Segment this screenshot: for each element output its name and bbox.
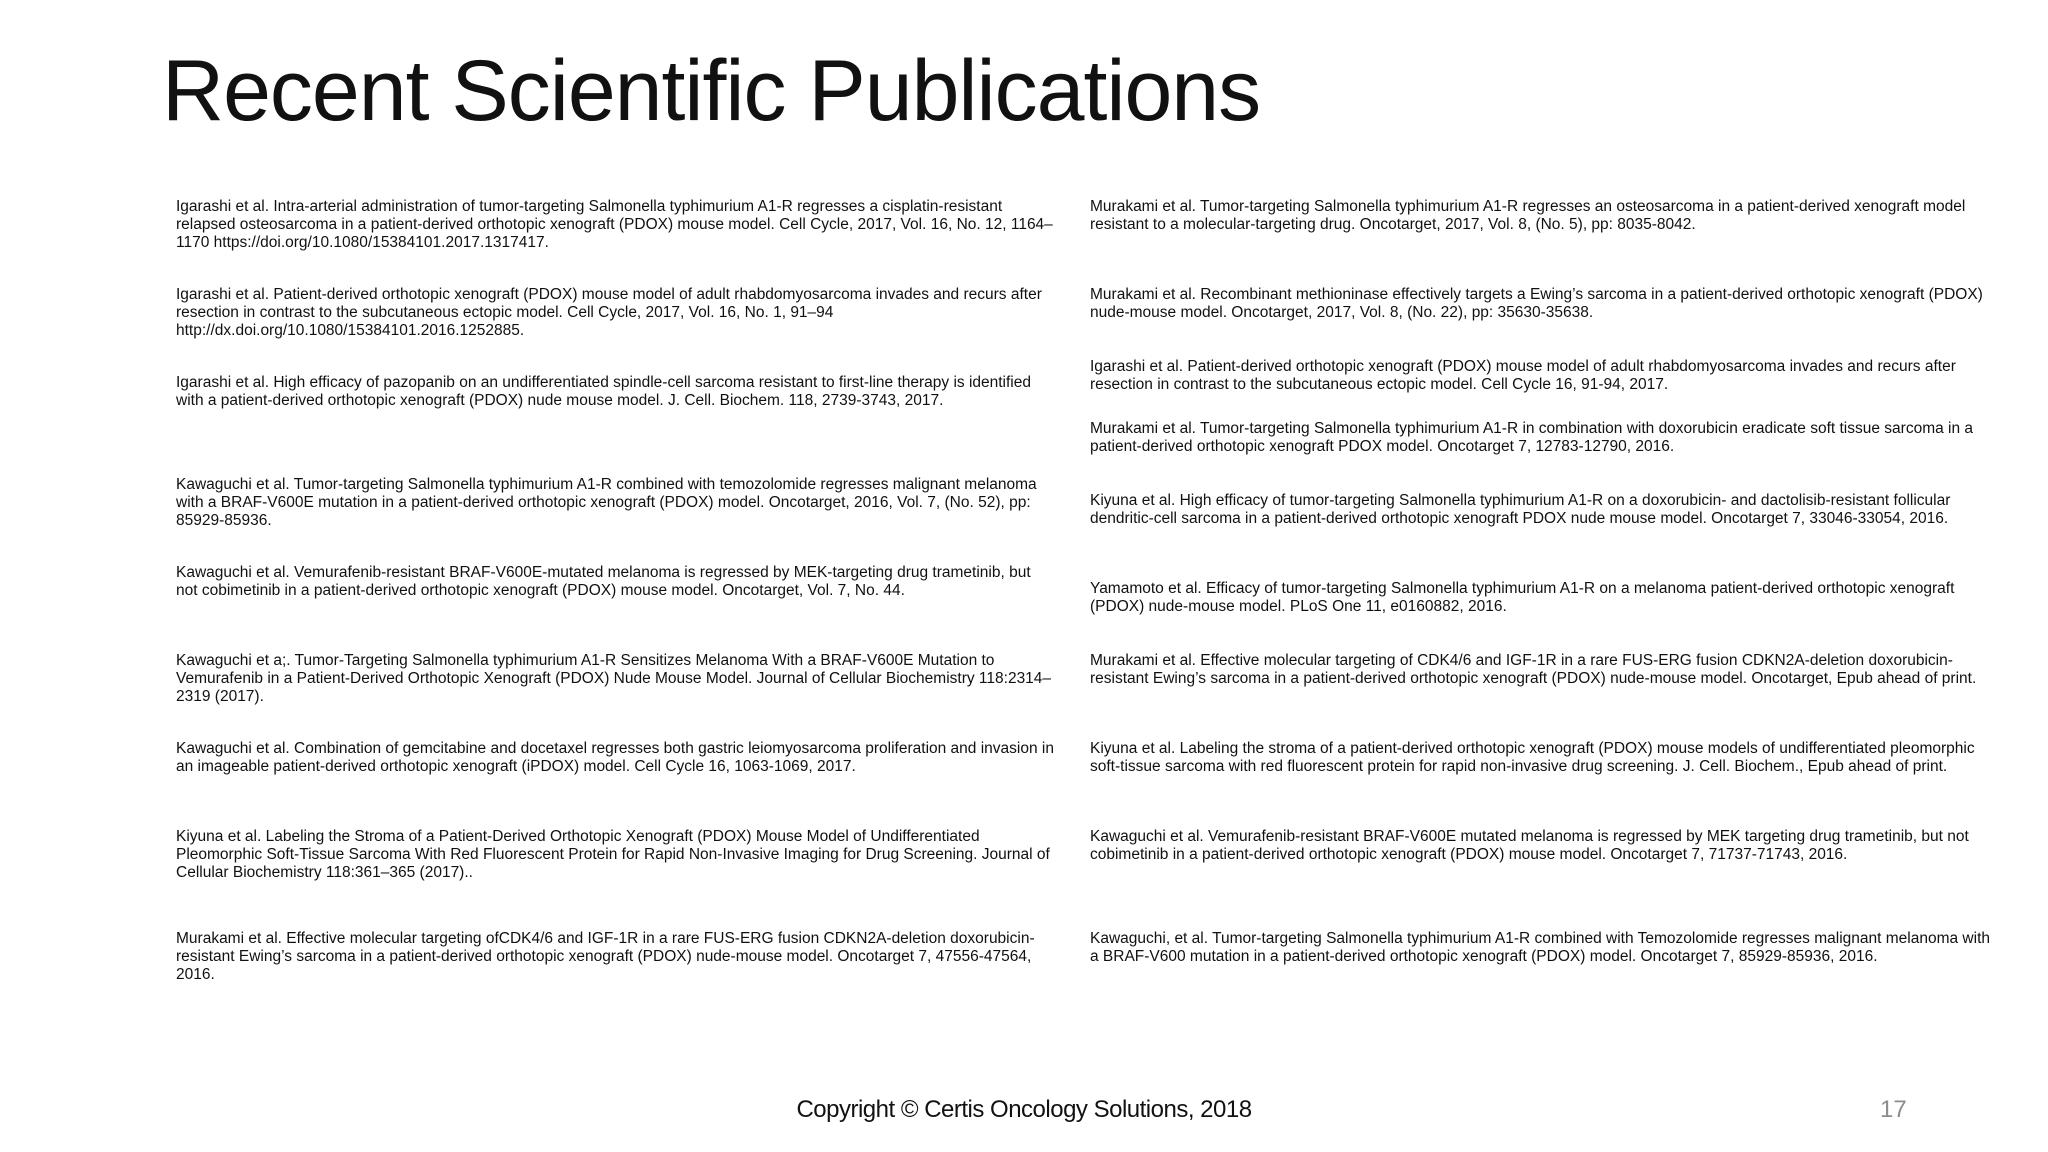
slide-title: Recent Scientific Publications [162,43,1261,139]
reference-item: Kiyuna et al. High efficacy of tumor-targeting Salmonella typhimurium A1-R on a doxorubicin- and dactolisib-resistant follicular dendritic-cell sarcoma in a patient-derived orthotopic xenograft PDOX nude mouse model. Oncotarget 7, 33046-33054, 2016. [1090,492,1951,527]
reference-item: Igarashi et al. High efficacy of pazopanib on an undifferentiated spindle-cell sarcoma resistant to first-line therapy is identified with a patient-derived orthotopic xenograft (PDOX) nude mouse model. J. Cell. Biochem. 118, 2739-3743, 2017. [176,374,1031,409]
reference-item: Yamamoto et al. Efficacy of tumor-targeting Salmonella typhimurium A1-R on a melanoma patient-derived orthotopic xenograft (PDOX) nude-mouse model. PLoS One 11, e0160882, 2016. [1090,580,1955,615]
reference-item: Murakami et al. Effective molecular targeting of CDK4/6 and IGF-1R in a rare FUS-ERG fusion CDKN2A-deletion doxorubicin-resistant Ewing’s sarcoma in a patient-derived orthotopic xenograft (PDOX) nude-mouse model. Oncotarget, Epub ahead of print. [1090,652,1977,687]
reference-item: Kiyuna et al. Labeling the Stroma of a Patient-Derived Orthotopic Xenograft (PDOX) Mouse Model of Undifferentiated Pleomorphic Soft-Tissue Sarcoma With Red Fluorescent Protein for Rapid Non-Invasive Imaging for Drug Screening. Journal of Cellular Biochemistry 118:361–365 (2017).. [176,828,1050,881]
reference-item: Kawaguchi et al. Combination of gemcitabine and docetaxel regresses both gastric leiomyosarcoma proliferation and invasion in an imageable patient-derived orthotopic xenograft (iPDOX) model. Cell Cycle 16, 1063-1069, 2017. [176,740,1054,775]
page-number: 17 [1880,1096,1907,1123]
reference-item: Kawaguchi et al. Vemurafenib-resistant BRAF-V600E-mutated melanoma is regressed by MEK-targeting drug trametinib, but not cobimetinib in a patient-derived orthotopic xenograft (PDOX) mouse model. Oncotarget, Vol. 7, No. 44. [176,564,1031,599]
reference-item: Kawaguchi et a;. Tumor-Targeting Salmonella typhimurium A1-R Sensitizes Melanoma With a BRAF-V600E Mutation to Vemurafenib in a Patient-Derived Orthotopic Xenograft (PDOX) Nude Mouse Model. Journal of Cellular Biochemistry 118:2314–2319 (2017). [176,652,1052,705]
reference-item: Murakami et al. Effective molecular targeting ofCDK4/6 and IGF-1R in a rare FUS-ERG fusion CDKN2A-deletion doxorubicin-resistant Ewing’s sarcoma in a patient-derived orthotopic xenograft (PDOX) nude-mouse model. Oncotarget 7, 47556-47564, 2016. [176,930,1035,983]
reference-item: Kawaguchi, et al. Tumor-targeting Salmonella typhimurium A1-R combined with Temozolomide regresses malignant melanoma with a BRAF-V600 mutation in a patient-derived orthotopic xenograft (PDOX) model. Oncotarget 7, 85929-85936, 2016. [1090,930,1990,965]
reference-item: Kiyuna et al. Labeling the stroma of a patient-derived orthotopic xenograft (PDOX) mouse models of undifferentiated pleomorphic soft-tissue sarcoma with red fluorescent protein for rapid non-invasive drug screening. J. Cell. Biochem., Epub ahead of print. [1090,740,1975,775]
reference-item: Murakami et al. Tumor-targeting Salmonella typhimurium A1-R regresses an osteosarcoma in a patient-derived xenograft model resistant to a molecular-targeting drug. Oncotarget, 2017, Vol. 8, (No. 5), pp: 8035-8042. [1090,198,1966,233]
reference-item: Murakami et al. Tumor-targeting Salmonella typhimurium A1-R in combination with doxorubicin eradicate soft tissue sarcoma in a patient-derived orthotopic xenograft PDOX model. Oncotarget 7, 12783-12790, 2016. [1090,420,1974,455]
reference-item: Kawaguchi et al. Vemurafenib-resistant BRAF-V600E mutated melanoma is regressed by MEK targeting drug trametinib, but not cobimetinib in a patient-derived orthotopic xenograft (PDOX) mouse model. Oncotarget 7, 71737-71743, 2016. [1090,828,1969,863]
reference-item: Igarashi et al. Intra-arterial administration of tumor-targeting Salmonella typhimurium A1-R regresses a cisplatin-resistant relapsed osteosarcoma in a patient-derived orthotopic xenograft (PDOX) mouse model. Cell Cycle, 2017, Vol. 16, No. 12, 1164–1170 https://doi.org/10.1080/15384101.2017.1317417. [176,198,1053,251]
reference-item: Kawaguchi et al. Tumor-targeting Salmonella typhimurium A1-R combined with temozolomide regresses malignant melanoma with a BRAF-V600E mutation in a patient-derived orthotopic xenograft (PDOX) model. Oncotarget, 2016, Vol. 7, (No. 52), pp: 85929-85936. [176,476,1037,529]
reference-item: Igarashi et al. Patient-derived orthotopic xenograft (PDOX) mouse model of adult rhabdomyosarcoma invades and recurs after resection in contrast to the subcutaneous ectopic model. Cell Cycle, 2017, Vol. 16, No. 1, 91–94 http://dx.doi.org/10.1080/15384101.2016.1252885. [176,286,1042,339]
reference-item: Murakami et al. Recombinant methioninase effectively targets a Ewing’s sarcoma in a patient-derived orthotopic xenograft (PDOX) nude-mouse model. Oncotarget, 2017, Vol. 8, (No. 22), pp: 35630-35638. [1090,286,1983,321]
copyright-footer: Copyright © Certis Oncology Solutions, 2018 [796,1096,1252,1123]
reference-item: Igarashi et al. Patient-derived orthotopic xenograft (PDOX) mouse model of adult rhabdomyosarcoma invades and recurs after resection in contrast to the subcutaneous ectopic model. Cell Cycle 16, 91-94, 2017. [1090,358,1956,393]
